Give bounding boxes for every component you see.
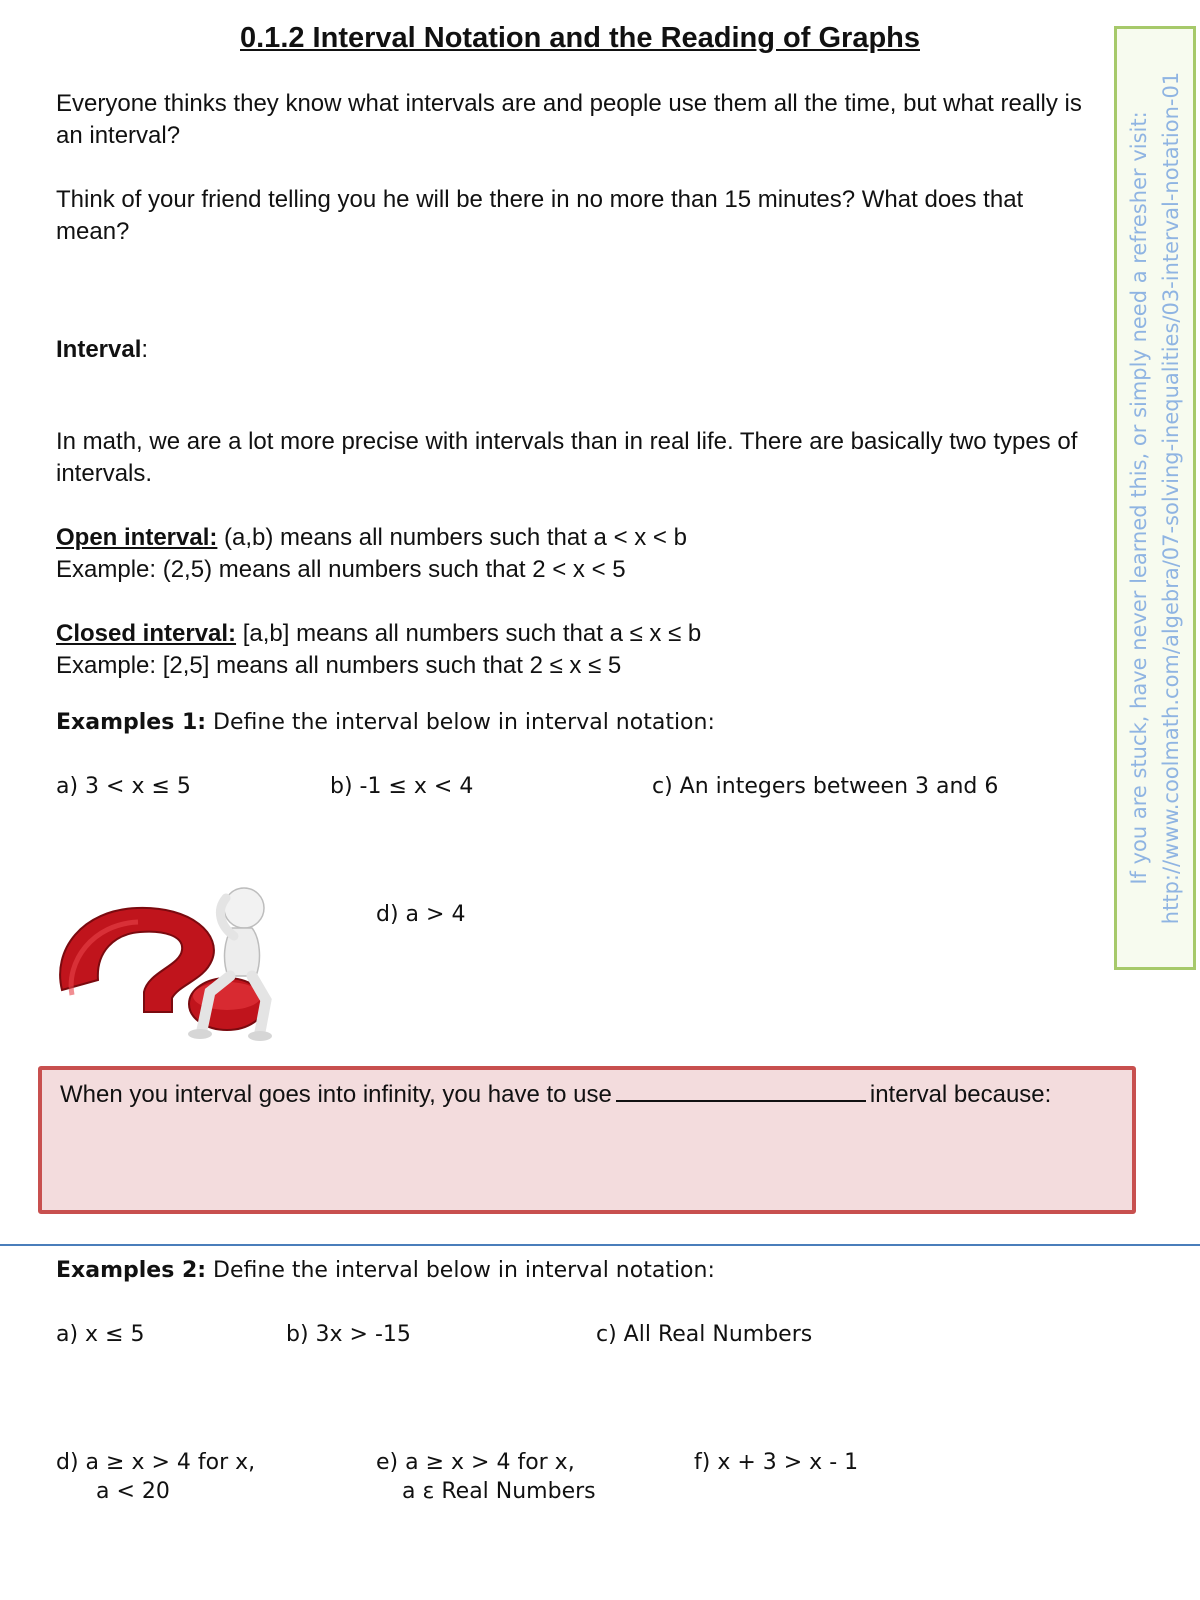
open-interval-label: Open interval:: [56, 524, 218, 551]
example-2d: [56, 1450, 255, 1504]
interval-colon: :: [141, 336, 149, 363]
open-interval-text: (a,b) means all numbers such that a < x < b: [217, 524, 687, 551]
section-divider: [0, 1244, 1200, 1246]
examples-2-heading-text: Define the interval below in interval notation:: [206, 1258, 715, 1283]
infinity-note-box: [38, 1066, 1136, 1214]
example-2c: c) All Real Numbers: [596, 1322, 813, 1347]
infinity-note-text-after: interval because:: [869, 1081, 1052, 1108]
infinity-note-text: [60, 1078, 1100, 1111]
question-mark-figure-icon: [52, 880, 282, 1044]
examples-1-heading-bold: Examples 1:: [56, 710, 207, 735]
open-interval-example: Example: (2,5) means all numbers such that 2 < x < 5: [56, 556, 626, 583]
example-2e-line-2: a ε Real Numbers: [402, 1479, 596, 1504]
example-1d: d) a > 4: [376, 902, 466, 927]
refresher-message: If you are stuck, have never learned this, or simply need a refresher visit:: [1127, 111, 1151, 885]
refresher-link[interactable]: http://www.coolmath.com/algebra/07-solving-inequalities/03-interval-notation-01: [1159, 71, 1183, 925]
examples-1-heading-text: Define the interval below in interval notation:: [206, 710, 715, 735]
refresher-sidebar: [1114, 26, 1196, 970]
example-2a: a) x ≤ 5: [56, 1322, 145, 1347]
page-title: 0.1.2 Interval Notation and the Reading of Graphs: [240, 22, 920, 54]
intro-paragraph-1: Everyone thinks they know what intervals are and people use them all the time, but what really is an interval?: [56, 90, 1082, 149]
closed-interval-example: Example: [2,5] means all numbers such that 2 ≤ x ≤ 5: [56, 652, 622, 679]
open-interval-definition: [56, 522, 1096, 554]
infinity-note-text-before: When you interval goes into infinity, you have to use: [60, 1081, 612, 1108]
thinking-figure-image: [52, 880, 282, 1044]
examples-2-heading-bold: Examples 2:: [56, 1258, 207, 1283]
example-2e: [376, 1450, 596, 1504]
fill-in-blank[interactable]: [616, 1078, 866, 1102]
closed-interval-text: [a,b] means all numbers such that a ≤ x ≤ b: [236, 620, 702, 647]
example-1b: b) -1 ≤ x < 4: [330, 774, 474, 799]
refresher-sidebar-text: [1123, 38, 1187, 958]
example-2f: f) x + 3 > x - 1: [694, 1450, 859, 1475]
interval-label: Interval: [56, 336, 142, 363]
example-2d-line-2: a < 20: [96, 1479, 170, 1504]
precise-paragraph: In math, we are a lot more precise with intervals than in real life. There are basically two types of intervals.: [56, 428, 1078, 487]
example-2d-line-1: d) a ≥ x > 4 for x,: [56, 1450, 256, 1475]
interval-definition-prompt: [56, 334, 1096, 366]
closed-interval-label: Closed interval:: [56, 620, 237, 647]
example-2e-line-1: e) a ≥ x > 4 for x,: [376, 1450, 575, 1475]
examples-1-heading: [56, 710, 715, 735]
intro-paragraph-2: Think of your friend telling you he will be there in no more than 15 minutes? What does that mean?: [56, 186, 1024, 245]
examples-2-heading: [56, 1258, 715, 1283]
closed-interval-definition: [56, 618, 1096, 650]
example-1a: a) 3 < x ≤ 5: [56, 774, 191, 799]
example-1c: c) An integers between 3 and 6: [652, 774, 999, 799]
example-2b: b) 3x > -15: [286, 1322, 411, 1347]
